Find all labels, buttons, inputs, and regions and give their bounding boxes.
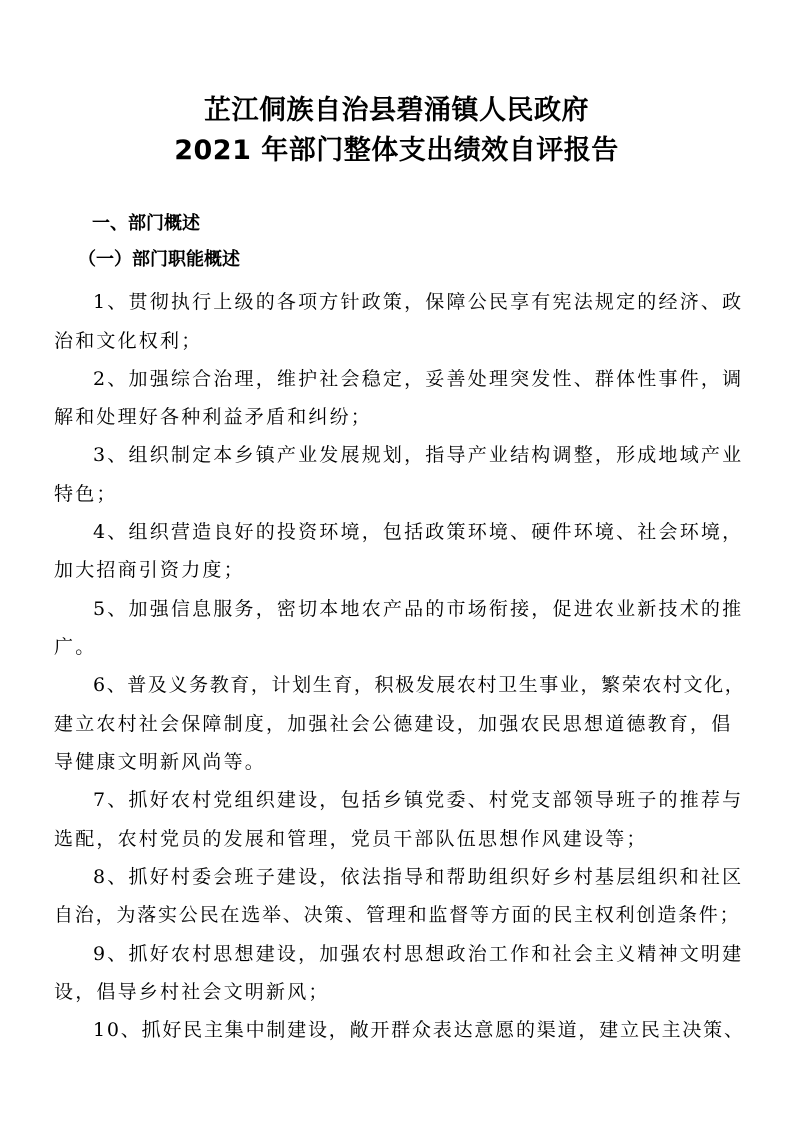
document-title-line-2: 2021 年部门整体支出绩效自评报告 [174,135,619,166]
body-line: 10、抓好民主集中制建设，敞开群众表达意愿的渠道，建立民主决策、 [93,1019,745,1041]
body-line: 自治，为落实公民在选举、决策、管理和监督等方面的民主权利创造条件； [54,904,741,926]
body-line: 选配，农村党员的发展和管理，党员干部队伍思想作风建设等； [54,828,648,850]
body-line: 6、普及义务教育，计划生育，积极发展农村卫生事业，繁荣农村文化， [93,674,746,696]
body-line: 治和文化权利； [54,330,203,352]
body-line: 1、贯彻执行上级的各项方针政策，保障公民享有宪法规定的经济、政 [93,291,744,313]
body-line: 8、抓好村委会班子建设，依法指导和帮助组织好乡村基层组织和社区 [93,866,744,888]
body-line: 7、抓好农村党组织建设，包括乡镇党委、村党支部领导班子的推荐与 [93,789,744,811]
body-line: 建立农村社会保障制度，加强社会公德建设，加强农民思想道德教育，倡 [54,713,733,735]
body-line: 9、抓好农村思想建设，加强农村思想政治工作和社会主义精神文明建 [93,943,744,965]
section-heading: 一、部门概述 [92,213,200,234]
subsection-heading: （一）部门职能概述 [78,249,240,270]
body-line: 设，倡导乡村社会文明新风； [54,981,330,1003]
body-line: 2、加强综合治理，维护社会稳定，妥善处理突发性、群体性事件，调 [93,368,744,390]
document-title-line-1: 芷江侗族自治县碧涌镇人民政府 [204,95,589,126]
body-line: 4、组织营造良好的投资环境，包括政策环境、硬件环境、社会环境， [93,521,744,543]
body-line: 导健康文明新风尚等。 [54,751,267,773]
body-line: 3、组织制定本乡镇产业发展规划，指导产业结构调整，形成地域产业 [93,444,744,466]
body-line: 广。 [54,636,97,658]
body-line: 特色； [54,483,118,505]
body-line: 解和处理好各种利益矛盾和纠纷； [54,406,373,428]
body-line: 5、加强信息服务，密切本地农产品的市场衔接，促进农业新技术的推 [93,598,744,620]
body-line: 加大招商引资力度； [54,559,245,581]
